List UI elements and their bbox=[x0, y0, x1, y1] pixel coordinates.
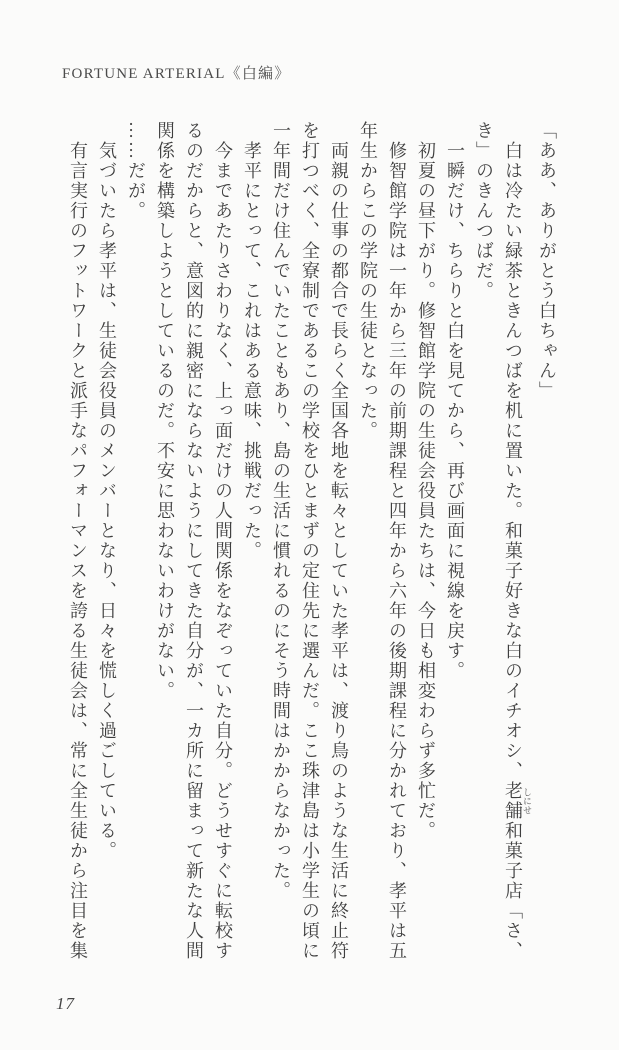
paragraph: 今まであたりさわりなく、上っ面だけの人間関係をなぞっていた自分。どうせすぐに転校するのだからと、意図的に親密にならないようにしてきた自分が、一カ所に留まって新たな人間関係を構築しようとしているのだ。不安に思わないわけがない。 bbox=[155, 121, 233, 961]
vertical-text-body bbox=[63, 121, 561, 965]
paragraph: 孝平にとって、これはある意味、挑戦だった。 bbox=[242, 141, 262, 561]
paragraph: 白は冷たい緑茶ときんつばを机に置いた。和菓子好きな白のイチオシ、老舗 しにせ和菓子店「さ、き」のきんつばだ。 bbox=[474, 121, 532, 961]
paragraph: 「ああ、ありがとう白ちゃん」 bbox=[537, 121, 557, 401]
paragraph: 有言実行のフットワークと派手なパフォーマンスを誇る生徒会は、常に全生徒から注目を集 bbox=[68, 141, 88, 961]
paragraph: 一瞬だけ、ちらりと白を見てから、再び画面に視線を戻す。 bbox=[445, 141, 465, 681]
paragraph: 修智館学院は一年から三年の前期課程と四年から六年の後期課程に分かれており、孝平は五年生からこの学院の生徒となった。 bbox=[358, 121, 407, 961]
running-header-title: FORTUNE ARTERIAL《白編》 bbox=[62, 66, 291, 82]
ruby-text: しにせ bbox=[522, 781, 532, 821]
paragraph: 気づいたら孝平は、生徒会役員のメンバーとなり、日々を慌しく過ごしている。 bbox=[97, 141, 117, 861]
paragraph: 両親の仕事の都合で長らく全国各地を転々としていた孝平は、渡り鳥のような生活に終止符を打つべく、全寮制であるこの学校をひとまずの定住先に選んだ。ここ珠津島は小学生の頃に一年間だけ住んでいたこともあり、島の生活に慣れるのにそう時間はかからなかった。 bbox=[271, 121, 349, 961]
paragraph: 初夏の昼下がり。修智館学院の生徒会役員たちは、今日も相変わらず多忙だ。 bbox=[416, 141, 436, 841]
page-number: 17 bbox=[56, 994, 75, 1013]
ruby-base: 老舗 bbox=[503, 781, 523, 821]
paragraph: ……だが。 bbox=[126, 121, 146, 221]
ruby-annotation bbox=[503, 781, 532, 821]
